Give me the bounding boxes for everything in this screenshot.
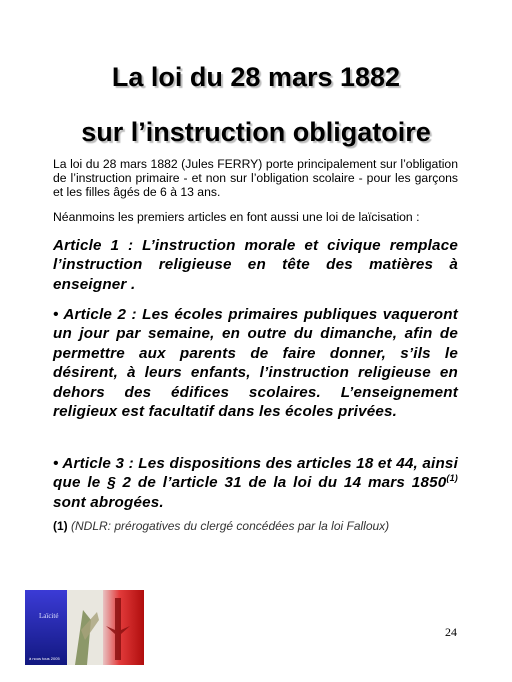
footnote [53, 519, 473, 533]
article-1: Article 1 : L’instruction morale et civique remplace l’instruction religieuse en tête des matières à enseigner . [53, 237, 458, 293]
page-title-line-2: sur l’instruction obligatoire [81, 117, 431, 147]
article-3 [53, 454, 458, 512]
page-number: 24 [445, 625, 457, 639]
laicite-logo-image [25, 590, 144, 665]
logo-caption: à nous tous 2005 [29, 656, 60, 661]
footnote-ref: (1) [446, 473, 458, 484]
flag-logo-graphic [25, 590, 144, 665]
article-3-end: sont abrogées. [53, 493, 164, 511]
footnote-number: (1) [53, 519, 68, 533]
article-2: • Article 2 : Les écoles primaires publiques vaqueront un jour par semaine, en outre du dimanche, afin de permettre aux parents de faire donner, s’ils le désirent, à leurs enfants, l’instruction religieuse en dehors des édifices scolaires. L’enseignement religieux est facultatif dans les écoles privées. [53, 306, 458, 421]
footnote-text: (NDLR: prérogatives du clergé concédées par la loi Falloux) [71, 519, 390, 533]
page-title-line-1: La loi du 28 mars 1882 [111, 62, 401, 92]
intro-paragraph: La loi du 28 mars 1882 (Jules FERRY) porte principalement sur l’obligation de l’instruction primaire - et non sur l’obligation scolaire - pour les garçons et les filles âgés de 6 à 13 ans. [53, 157, 458, 199]
article-3-text: • Article 3 : Les dispositions des articles 18 et 44, ainsi que le § 2 de l’article 31 de la loi du 14 mars 1850 [53, 455, 458, 492]
logo-title: Laïcité [39, 612, 59, 620]
laicisation-paragraph: Néanmoins les premiers articles en font aussi une loi de laïcisation : [53, 210, 420, 224]
